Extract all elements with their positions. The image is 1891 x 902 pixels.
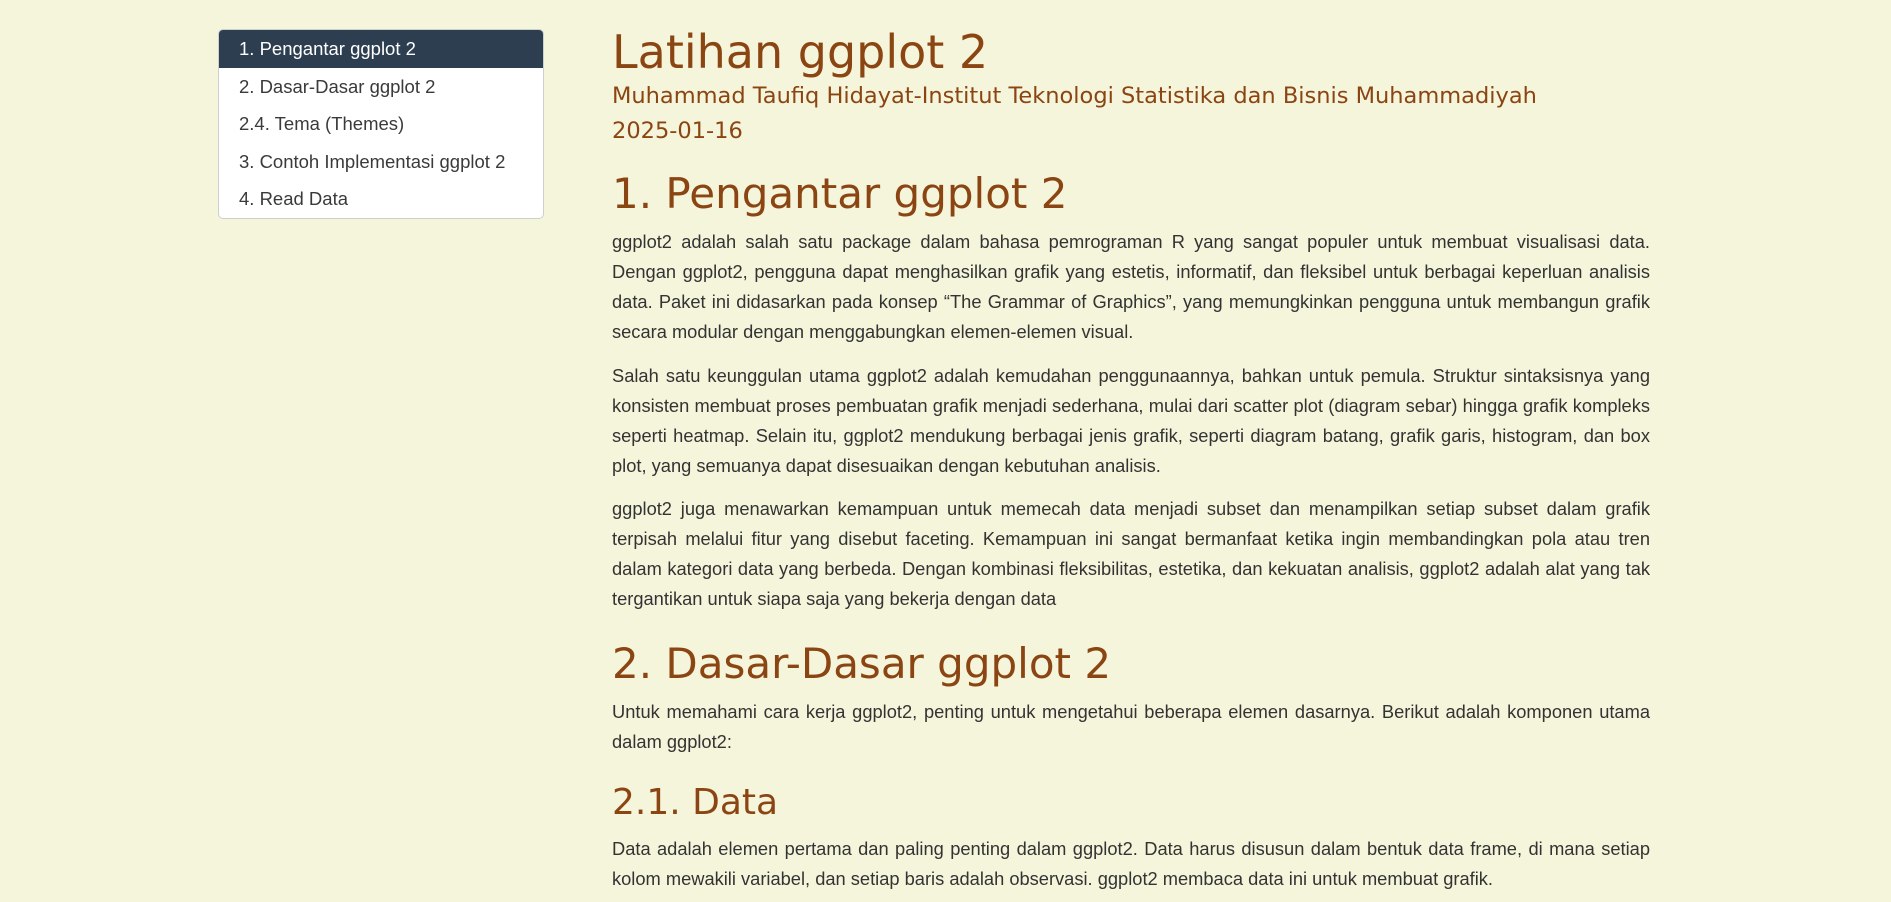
document-author: Muhammad Taufiq Hidayat-Institut Teknologi Statistika dan Bisnis Muhammadiyah [612, 83, 1537, 110]
subsection-heading-data: 2.1. Data [612, 782, 779, 824]
paragraph: ggplot2 adalah salah satu package dalam bahasa pemrograman R yang sangat populer untuk membuat visualisasi data. Dengan ggplot2, pengguna dapat menghasilkan grafik yang estetis, informatif, dan fleksibel untuk berbagai keperluan analisis data. Paket ini didasarkan pada konsep “The Grammar of Graphics”, yang memungkinkan pengguna untuk membangun grafik secara modular dengan menggabungkan elemen-elemen visual. [612, 231, 1650, 343]
section-heading-pengantar: 1. Pengantar ggplot 2 [612, 168, 1068, 218]
toc-item-tema[interactable]: 2.4. Tema (Themes) [239, 113, 405, 135]
table-of-contents [218, 29, 544, 219]
paragraph: Data adalah elemen pertama dan paling penting dalam ggplot2. Data harus disusun dalam bentuk data frame, di mana setiap kolom mewakili variabel, dan setiap baris adalah observasi. ggplot2 membaca data ini untuk membuat grafik. [612, 837, 1650, 889]
toc-item-contoh-implementasi[interactable]: 3. Contoh Implementasi ggplot 2 [239, 150, 506, 172]
toc-item-dasar-dasar[interactable]: 2. Dasar-Dasar ggplot 2 [239, 75, 436, 97]
main-content [612, 14, 1650, 894]
toc-item-read-data[interactable]: 4. Read Data [239, 188, 349, 210]
paragraph: Untuk memahami cara kerja ggplot2, penting untuk mengetahui beberapa elemen dasarnya. Berikut adalah komponen utama dalam ggplot2: [612, 701, 1650, 753]
paragraph: Salah satu keunggulan utama ggplot2 adalah kemudahan penggunaannya, bahkan untuk pemula. Struktur sintaksisnya yang konsisten membuat proses pembuatan grafik menjadi sederhana, mulai dari scatter plot (diagram sebar) hingga grafik kompleks seperti heatmap. Selain itu, ggplot2 mendukung berbagai jenis grafik, seperti diagram batang, grafik garis, histogram, dan box plot, yang semuanya dapat disesuaikan dengan kebutuhan analisis. [612, 365, 1650, 477]
toc-item-pengantar[interactable]: 1. Pengantar ggplot 2 [219, 30, 543, 68]
paragraph: ggplot2 juga menawarkan kemampuan untuk memecah data menjadi subset dan menampilkan setiap subset dalam grafik terpisah melalui fitur yang disebut faceting. Kemampuan ini sangat bermanfaat ketika ingin membandingkan pola atau tren dalam kategori data yang berbeda. Dengan kombinasi fleksibilitas, estetika, dan kekuatan analisis, ggplot2 adalah alat yang tak tergantikan untuk siapa saja yang bekerja dengan data [612, 498, 1650, 610]
document-date: 2025-01-16 [612, 118, 743, 145]
section-heading-dasar-dasar: 2. Dasar-Dasar ggplot 2 [612, 639, 1112, 689]
document-title: Latihan ggplot 2 [612, 25, 989, 79]
